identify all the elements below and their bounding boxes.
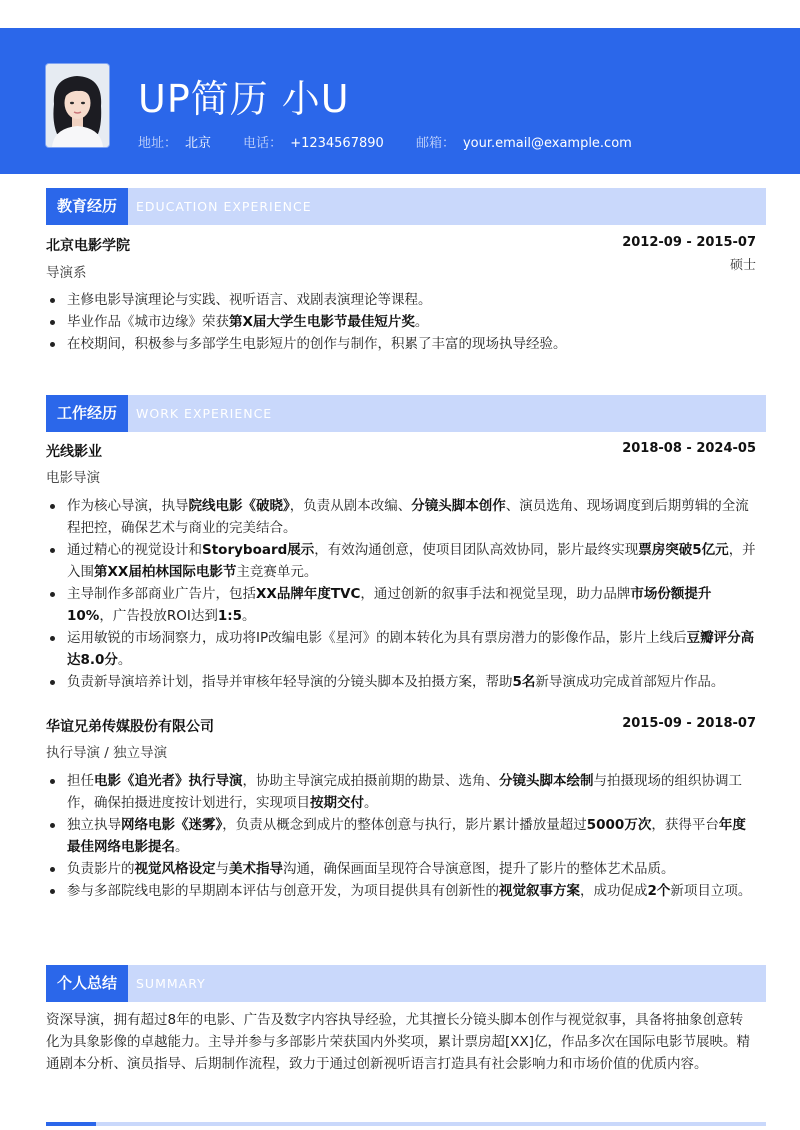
text-run: 主竞赛单元。: [236, 564, 318, 580]
summary-title: 个人总结: [46, 965, 128, 1002]
bold-text: 5名: [512, 674, 536, 690]
bullet-item: [46, 671, 756, 693]
education-major-row: [46, 261, 756, 281]
text-run: ，协助主导演完成拍摄前期的勘景、选角、: [242, 773, 499, 789]
phone-item: [243, 136, 384, 151]
bullet-item: [46, 814, 756, 858]
text-run: ，获得平台: [651, 817, 719, 833]
bold-text: 第XX届柏林国际电影节: [94, 564, 237, 580]
text-run: 运用敏锐的市场洞察力，成功将IP改编电影《星河》的剧本转化为具有票房潜力的影像作品，影片上线后: [67, 630, 687, 646]
text-run: 作为核心导演，执导: [67, 498, 189, 514]
summary-text: 资深导演，拥有超过8年的电影、广告及数字内容执导经验，尤其擅长分镜头脚本创作与视觉叙事，具备将抽象创意转化为具象影像的卓越能力。主导并参与多部影片荣获国内外奖项，累计票房超[XX]亿，作品多次在国际电影节展映。精通剧本分析、演员指导、后期制作流程，致力于通过创新视听语言打造具有社会影响力和市场价值的优质内容。: [46, 1012, 751, 1072]
bullet-item: [46, 539, 756, 583]
text-run: 。: [364, 795, 378, 811]
education-title: 教育经历: [46, 188, 128, 225]
bold-text: 2个: [647, 883, 671, 899]
text-run: 。: [414, 314, 429, 330]
address-label: 地址：: [138, 136, 178, 151]
job-role-row: [46, 741, 756, 761]
phone-value: +1234567890: [290, 136, 384, 151]
email-value[interactable]: your.email@example.com: [462, 136, 632, 151]
bold-text: 1:5: [217, 608, 243, 624]
bold-text: 年度最佳网络电影提名: [67, 817, 746, 855]
work-section-header: [46, 395, 766, 432]
school-name: 北京电影学院: [46, 238, 130, 254]
summary-title-en: SUMMARY: [136, 976, 206, 991]
text-run: 担任: [67, 773, 94, 789]
email-item: [416, 136, 632, 151]
text-run: 主修电影导演理论与实践、视听语言、戏剧表演理论等课程。: [67, 292, 432, 308]
bold-text: 院线电影《破晓》: [188, 498, 290, 514]
education-bullets: [46, 289, 756, 355]
candidate-name: UP简历 小U: [138, 77, 350, 121]
text-run: 负责新导演培养计划，指导并审核年轻导演的分镜头脚本及拍摄方案，帮助: [67, 674, 513, 690]
contact-info: [138, 132, 660, 151]
text-run: ，负责从剧本改编、: [289, 498, 412, 514]
text-run: 沟通，确保画面呈现符合导演意图，提升了影片的整体艺术品质。: [283, 861, 675, 877]
bullet-item: [46, 770, 756, 814]
text-run: ，通过创新的叙事手法和视觉呈现，助力品牌: [360, 586, 631, 602]
job-dates: 2018-08 - 2024-05: [622, 441, 756, 456]
bold-text: 视觉风格设定: [134, 861, 216, 877]
job-entry: [46, 441, 756, 461]
bold-text: 5000万次: [586, 817, 652, 833]
section-accent: [46, 1122, 96, 1126]
work-title: 工作经历: [46, 395, 128, 432]
text-run: 在校期间，积极参与多部学生电影短片的创作与制作，积累了丰富的现场执导经验。: [67, 336, 567, 352]
text-run: 主导制作多部商业广告片，包括: [67, 586, 256, 602]
bold-text: 分镜头脚本创作: [411, 498, 506, 514]
bold-text: 第X届大学生电影节最佳短片奖: [229, 314, 415, 330]
avatar-portrait-icon: [46, 64, 109, 147]
bullet-item: [46, 880, 756, 902]
text-run: 。: [175, 839, 189, 855]
bold-text: 按期交付: [310, 795, 364, 811]
degree: 硕士: [729, 258, 756, 273]
bullet-item: [46, 495, 756, 539]
text-run: 、演员选角、现场调度到后期剪辑的全流程把控，确保艺术与商业的完美结合。: [67, 498, 749, 536]
next-section-header: [46, 1122, 766, 1126]
bold-text: 分镜头脚本绘制: [499, 773, 594, 789]
text-run: 负责影片的: [67, 861, 135, 877]
text-run: ，并入围: [67, 542, 756, 580]
address-value: 北京: [185, 136, 212, 151]
job-bullets: [46, 495, 756, 693]
bold-text: XX品牌年度TVC: [256, 586, 361, 602]
text-run: 通过精心的视觉设计和: [67, 542, 202, 558]
text-run: 新导演成功完成首部短片作品。: [535, 674, 725, 690]
text-run: 与: [215, 861, 229, 877]
education-section-header: [46, 188, 766, 225]
bold-text: 网络电影《迷雾》: [121, 817, 223, 833]
bullet-item: [46, 333, 756, 355]
bold-text: 视觉叙事方案: [499, 883, 580, 899]
bullet-item: [46, 583, 756, 627]
phone-label: 电话：: [243, 136, 283, 151]
text-run: ，负责从概念到成片的整体创意与执行，影片累计播放量超过: [222, 817, 587, 833]
bullet-item: [46, 858, 756, 880]
education-entry: [46, 235, 756, 255]
job-dates: 2015-09 - 2018-07: [622, 716, 756, 731]
job-role: 执行导演 / 独立导演: [46, 745, 168, 761]
address-item: [138, 136, 211, 151]
email-label: 邮箱：: [415, 136, 455, 151]
bold-text: 票房突破5亿元: [638, 542, 729, 558]
company-name: 光线影业: [46, 444, 102, 460]
bold-text: 市场份额提升10%: [67, 586, 712, 624]
bullet-item: [46, 311, 756, 333]
work-title-en: WORK EXPERIENCE: [136, 406, 273, 421]
text-run: 与拍摄现场的组织协调工作，确保拍摄进度按计划进行，实现项目: [67, 773, 742, 811]
text-run: 新项目立项。: [670, 883, 752, 899]
text-run: 。: [242, 608, 256, 624]
text-run: ，有效沟通创意，使项目团队高效协同，影片最终实现: [314, 542, 639, 558]
text-run: 参与多部院线电影的早期剧本评估与创意开发，为项目提供具有创新性的: [67, 883, 499, 899]
summary-section-header: [46, 965, 766, 1002]
resume-header: [0, 28, 800, 174]
text-run: 独立执导: [67, 817, 121, 833]
text-run: ，广告投放ROI达到: [99, 608, 218, 624]
job-bullets: [46, 770, 756, 902]
bold-text: 美术指导: [229, 861, 283, 877]
education-title-en: EDUCATION EXPERIENCE: [136, 199, 312, 214]
bold-text: Storyboard展示: [202, 542, 315, 558]
text-run: 毕业作品《城市边缘》荣获: [67, 314, 229, 330]
company-name: 华谊兄弟传媒股份有限公司: [46, 719, 214, 735]
job-role-row: [46, 466, 756, 486]
profile-photo: [46, 64, 109, 147]
bullet-item: [46, 289, 756, 311]
text-run: ，成功促成: [580, 883, 648, 899]
education-dates: 2012-09 - 2015-07: [622, 235, 756, 250]
text-run: 。: [117, 652, 132, 668]
job-role: 电影导演: [46, 470, 100, 486]
job-entry: [46, 716, 756, 736]
bold-text: 豆瓣评分高达8.0分: [67, 630, 755, 668]
bullet-item: [46, 627, 756, 671]
major: 导演系: [46, 265, 87, 281]
bold-text: 电影《追光者》执行导演: [94, 773, 243, 789]
